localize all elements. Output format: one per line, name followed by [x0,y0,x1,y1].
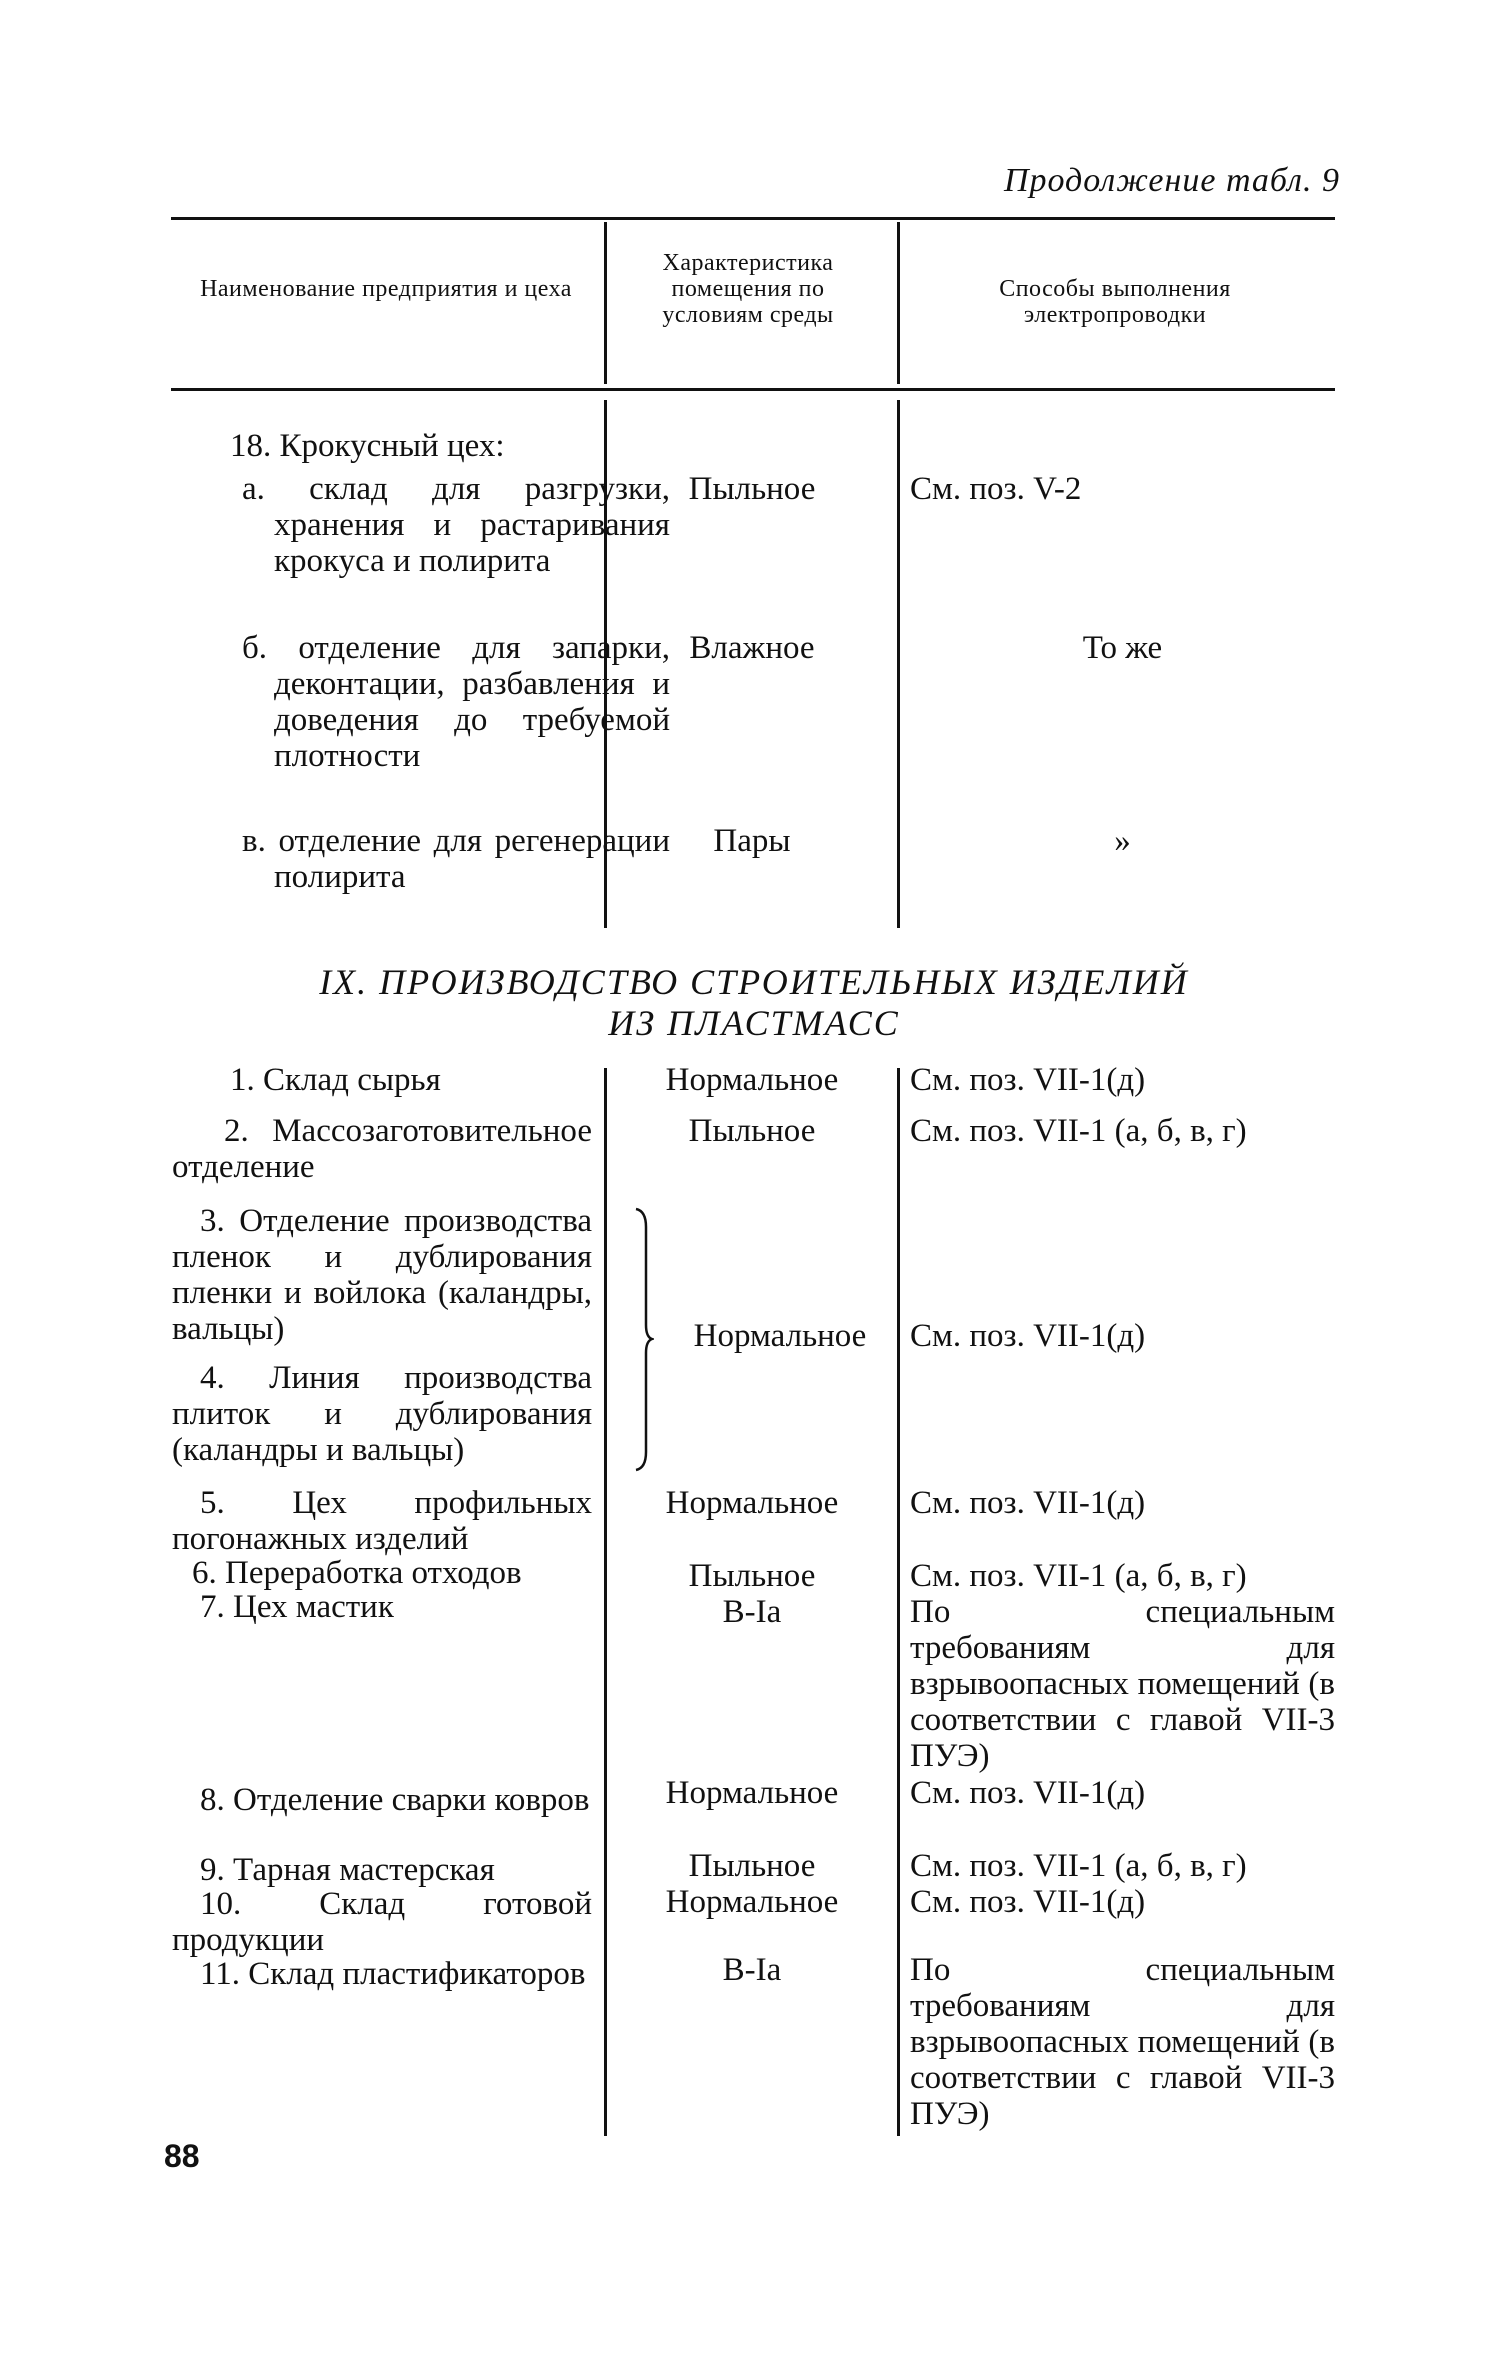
row-11-name: 11. Склад пластификаторов [200,1956,586,1992]
row-5-name: 5. Цех профильных погонажных изделий [172,1485,592,1557]
row-7-environment: В-Iа [722,1594,782,1630]
row-6-name: 6. Переработка отходов [192,1555,522,1591]
row-8-wiring: См. поз. VII-1(д) [910,1775,1146,1811]
column-divider-2-part2 [897,1068,900,2136]
row-1-environment: Нормальное [665,1062,839,1098]
row-5-wiring: См. поз. VII-1(д) [910,1485,1146,1521]
column-divider-1-part2 [604,1068,607,2136]
row-3-name: 3. Отделение производства пленок и дублирования пленки и войлока (каландры, вальцы) [172,1203,592,1347]
row-1-name: 1. Склад сырья [230,1062,441,1098]
column-divider-2-part1 [897,400,900,928]
section-title-line-2: ИЗ ПЛАСТМАСС [608,1003,900,1043]
row-2-wiring: См. поз. VII-1 (а, б, в, г) [910,1113,1247,1149]
row-18b-environment: Влажное [689,630,815,666]
row-18v-environment: Пары [713,823,791,859]
row-2-name: 2. Массозаготовительное отделение [172,1113,592,1185]
header-divider-1 [604,222,607,384]
row-18v-wiring: » [1114,823,1131,859]
row-3-4-wiring: См. поз. VII-1(д) [910,1318,1146,1354]
row-1-wiring: См. поз. VII-1(д) [910,1062,1146,1098]
row-6-environment: Пыльное [688,1558,816,1594]
page-number: 88 [164,2138,200,2174]
grouping-brace [632,1207,654,1472]
continuation-label: Продолжение табл. 9 [1003,162,1340,199]
table-top-rule [171,217,1335,220]
header-bottom-rule [171,388,1335,391]
row-8-environment: Нормальное [665,1775,839,1811]
row-18a-environment: Пыльное [688,471,816,507]
row-9-environment: Пыльное [688,1848,816,1884]
row-10-wiring: См. поз. VII-1(д) [910,1884,1146,1920]
row-11-environment: В-Iа [722,1952,782,1988]
row-18-title: 18. Крокусный цех: [230,428,505,464]
header-col-environment: Характеристика помещения по условиям среды [662,250,834,328]
row-6-wiring: См. поз. VII-1 (а, б, в, г) [910,1558,1247,1594]
header-divider-2 [897,222,900,384]
row-3-4-environment: Нормальное [693,1318,867,1354]
row-18a-name: а. склад для разгрузки, хранения и растаривания крокуса и полирита [242,471,670,579]
row-18b-name: б. отделение для запарки, деконтации, разбавления и доведения до требуемой плотности [242,630,670,774]
row-7-name: 7. Цех мастик [200,1589,394,1625]
row-9-name: 9. Тарная мастерская [200,1852,495,1888]
row-10-name: 10. Склад готовой продукции [172,1886,592,1958]
row-11-wiring: По специальным требованиям для взрывоопасных помещений (в соответствии с главой VII-3 ПУЭ) [910,1952,1335,2132]
row-8-name: 8. Отделение сварки ковров [200,1782,590,1818]
section-title-line-1: IX. ПРОИЗВОДСТВО СТРОИТЕЛЬНЫХ ИЗДЕЛИЙ [319,962,1189,1002]
row-18b-wiring: То же [1082,630,1163,666]
row-9-wiring: См. поз. VII-1 (а, б, в, г) [910,1848,1247,1884]
row-10-environment: Нормальное [665,1884,839,1920]
row-4-name: 4. Линия производства плиток и дублирования (каландры и вальцы) [172,1360,592,1468]
header-col-name: Наименование предприятия и цеха [200,276,572,302]
header-col-wiring: Способы выполнения электропроводки [999,276,1231,328]
row-18v-name: в. отделение для регенерации полирита [242,823,670,895]
row-7-wiring: По специальным требованиям для взрывоопасных помещений (в соответствии с главой VII-3 ПУЭ) [910,1594,1335,1774]
row-5-environment: Нормальное [665,1485,839,1521]
row-18a-wiring: См. поз. V-2 [910,471,1082,507]
row-2-environment: Пыльное [688,1113,816,1149]
